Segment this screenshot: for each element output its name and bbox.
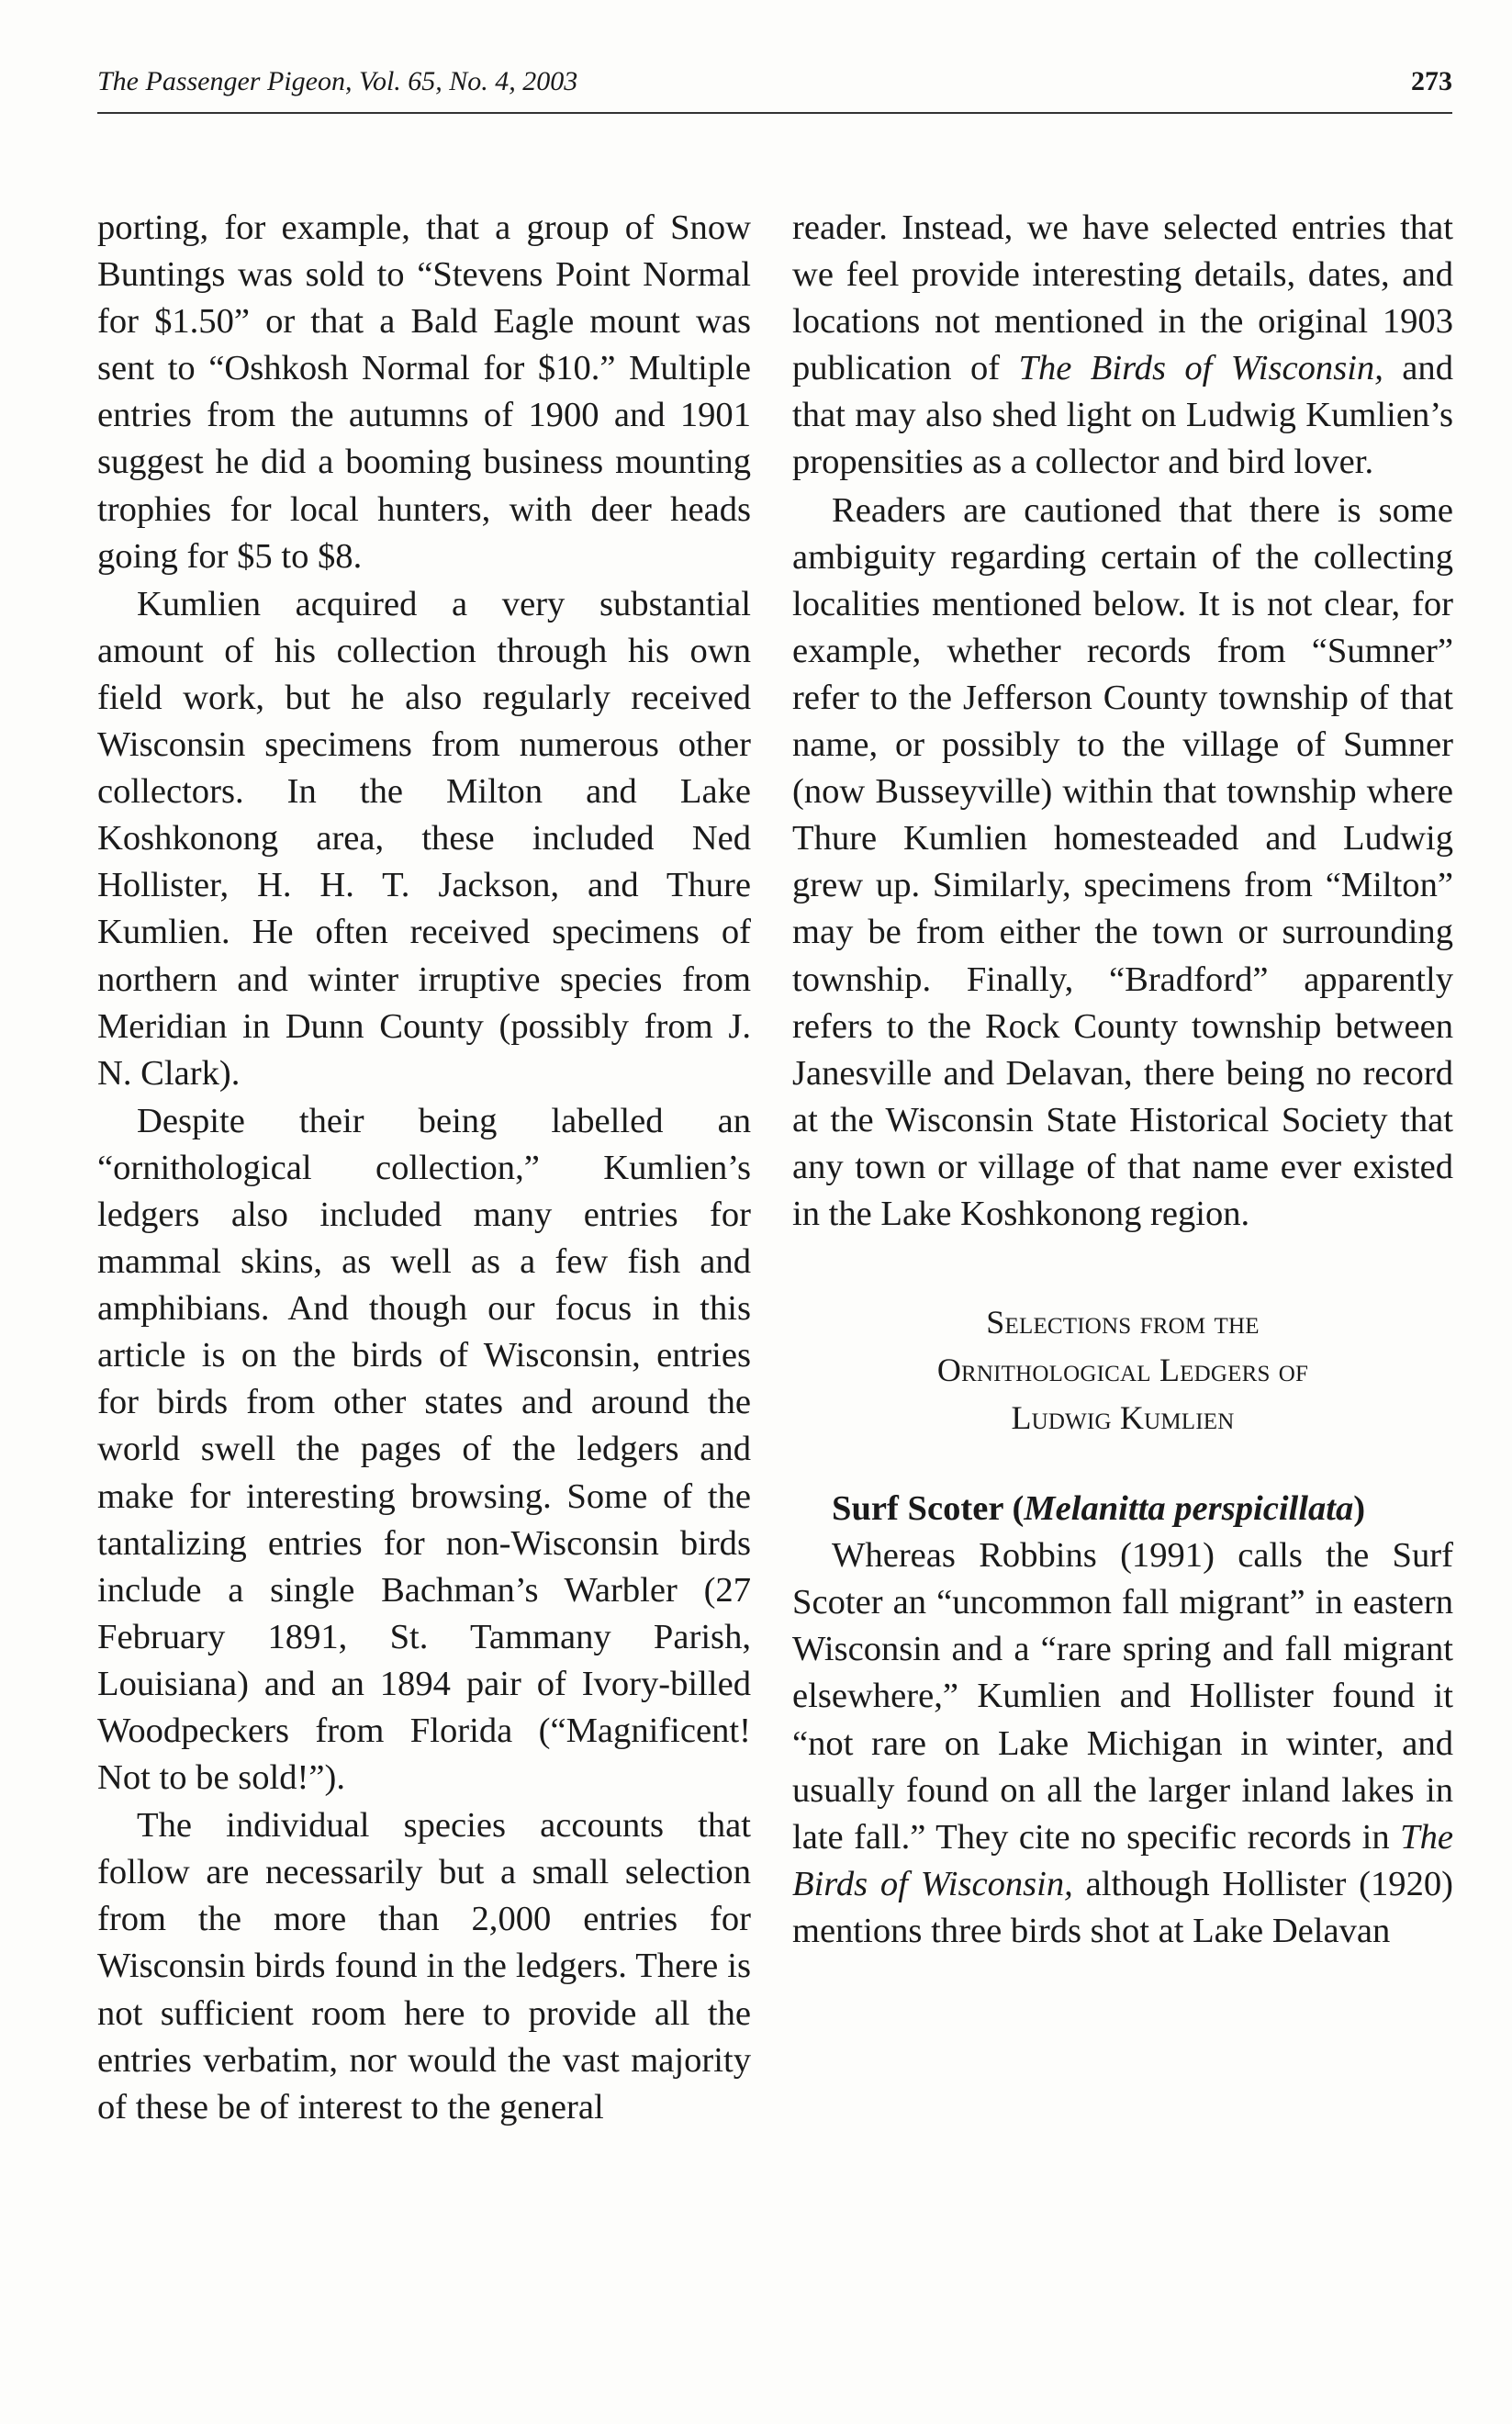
book-title: The Birds of Wisconsin, [792,1817,1453,1903]
running-header [97,66,1452,97]
section-title-line: Ornithological Ledgers of [936,1352,1309,1389]
species-common-name: Surf Scoter [832,1489,1003,1529]
paragraph-text: Whereas Robbins (1991) calls the Surf Scoter an “uncommon fall migrant” in eastern Wisconsin and a “rare spring and fall migrant elsewhere,” Kumlien and Hollister found it “not rare on Lake Michigan in winter, and usually found on all the larger inland lakes in late fall.” They cite no specific records in [792,1536,1453,1857]
paragraph [792,1532,1453,1955]
paragraph: Despite their being labelled an “ornithological collection,” Kumlien’s ledgers also included many entries for mammal skins, as well as a few fish and amphibians. And though our focus in this article is on the birds of Wisconsin, entries for birds from other states and around the world swell the pages of the ledgers and make for interesting browsing. Some of the tantalizing entries for non-Wisconsin birds include a single Bachman’s Warbler (27 February 1891, St. Tammany Parish, Louisiana) and an 1894 pair of Ivory-billed Woodpeckers from Florida (“Magnificent! Not to be sold!”). [97,1101,751,1798]
paragraph [792,205,1453,487]
right-column [792,205,1453,1955]
paragraph: Kumlien acquired a very substantial amount of his collection through his own field work, but he also regularly received Wisconsin specimens from numerous other collectors. In the Milton and Lake Koshkonong area, these included Ned Hollister, H. H. T. Jackson, and Thure Kumlien. He often received specimens of northern and winter irruptive species from Meridian in Dunn County (possibly from J. N. Clark). [97,584,751,1093]
page-number: 273 [1411,66,1452,96]
paragraph: Readers are cautioned that there is some ambiguity regarding certain of the collecting localities mentioned below. It is not clear, for example, whether records from “Sumner” refer to the Jefferson County township of that name, or possibly to the village of Sumner (now Busseyville) within that township where Thure Kumlien homesteaded and Ludwig grew up. Similarly, specimens from “Milton” may be from either the town or surrounding township. Finally, “Bradford” apparently refers to the Rock County township between Janesville and Delavan, there being no record at the Wisconsin State Historical Society that any town or village of that name ever existed in the Lake Koshkonong region. [792,490,1453,1233]
book-title: The Birds of Wisconsin, [1018,349,1383,388]
left-column [97,205,751,2131]
species-heading: Surf Scoter (Melanitta perspicillata) [832,1489,1366,1529]
section-title-line: Ludwig Kumlien [1011,1399,1235,1437]
paragraph: The individual species accounts that follow are necessarily but a small selection from the more than 2,000 entries for Wisconsin birds found in the ledgers. There is not sufficient room here to provide all the entries verbatim, nor would the vast majority of these be of interest to the general [97,1806,751,2127]
paragraph-text: although Hollister (1920) mentions three birds shot at Lake Delavan [792,1864,1453,1950]
journal-citation: The Passenger Pigeon, Vol. 65, No. 4, 2003 [97,66,578,96]
paragraph-text: and that may also shed light on Ludwig Kumlien’s propensities as a collector and bird lover. [792,349,1453,482]
species-scientific-name: Melanitta perspicillata [1024,1489,1354,1529]
section-title [792,1298,1453,1442]
paragraph-text: reader. Instead, we have selected entries that we feel provide interesting details, dates, and locations not mentioned in the original 1903 publication of [792,208,1453,388]
paragraph: porting, for example, that a group of Snow Buntings was sold to “Stevens Point Normal for $1.50” or that a Bald Eagle mount was sent to “Oshkosh Normal for $10.” Multiple entries from the autumns of 1900 and 1901 suggest he did a booming business mounting trophies for local hunters, with deer heads going for $5 to $8. [97,208,751,576]
header-rule [97,112,1452,114]
section-title-line: Selections from the [986,1304,1260,1341]
